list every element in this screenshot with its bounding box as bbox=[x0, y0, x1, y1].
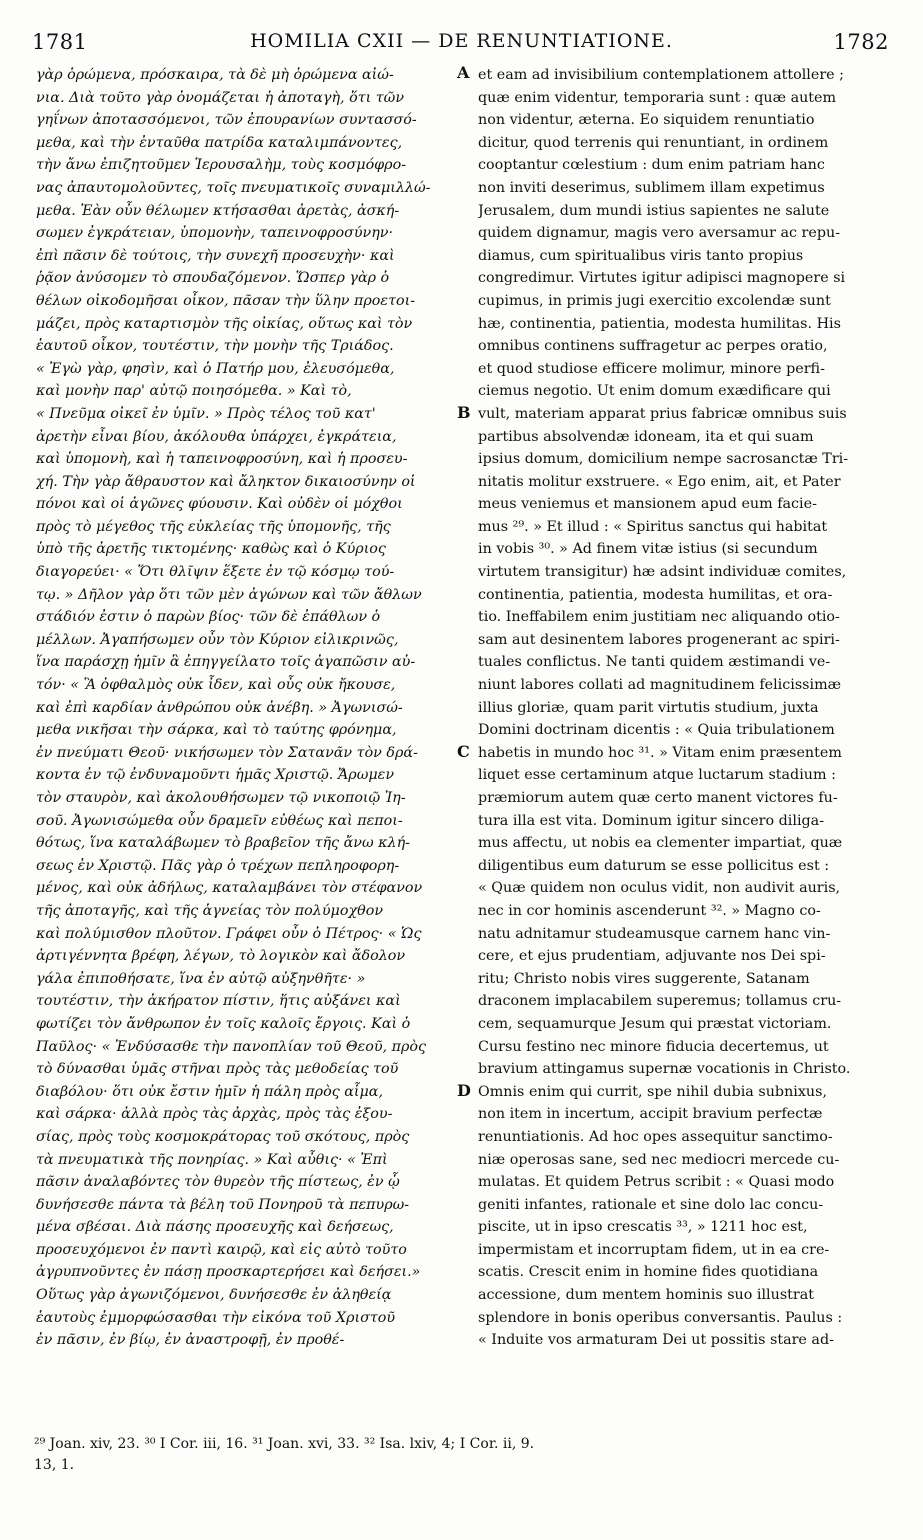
latin-text-line: splendore in bonis operibus conversantis. Paulus : bbox=[478, 1309, 843, 1326]
latin-text-line: Cursu festino nec minore fiducia decertemus, ut bbox=[478, 1038, 829, 1055]
greek-text-line: τουτέστιν, τὴν ἀκήρατον πίστιν, ἥτις αὐξάνει καὶ bbox=[36, 993, 401, 1010]
latin-text-line: in vobis ³⁰. » Ad finem vitæ istius (si secundum bbox=[478, 541, 818, 558]
latin-text-line: liquet esse certaminum atque luctarum stadium : bbox=[478, 767, 836, 784]
greek-text-line: ἵνα παράσχῃ ἡμῖν ἃ ἐπηγγείλατο τοῖς ἀγαπῶσιν αὐ- bbox=[36, 654, 416, 671]
greek-text-line: σεως ἐν Χριστῷ. Πᾶς γὰρ ὁ τρέχων πεπληροφορη- bbox=[36, 857, 400, 874]
latin-text-line: tuales conflictus. Ne tanti quidem æstimandi ve- bbox=[478, 654, 831, 671]
greek-text-line: καὶ ἐπὶ καρδίαν ἀνθρώπου οὐκ ἀνέβη. » Ἀγωνισώ- bbox=[36, 699, 403, 716]
margin-letter-c: C bbox=[457, 742, 470, 761]
greek-text-line: ὑπὸ τῆς ἀρετῆς τικτομένης· καθὼς καὶ ὁ Κύριος bbox=[36, 541, 386, 558]
latin-text-line: præmiorum autem quæ certo manent victores fu- bbox=[478, 790, 838, 806]
greek-text-line: γάλα ἐπιποθήσατε, ἵνα ἐν αὐτῷ αὐξηνθῆτε· » bbox=[36, 970, 366, 987]
latin-text-line: Omnis enim qui currit, spe nihil dubia subnixus, bbox=[478, 1083, 828, 1100]
latin-text-line: tura illa est vita. Dominum igitur sincero diliga- bbox=[478, 812, 825, 829]
latin-text-line: nitatis molitur exstruere. « Ego enim, ait, et Pater bbox=[478, 473, 841, 490]
latin-text-line: bravium attingamus supernæ vocationis in Christo. bbox=[478, 1061, 851, 1078]
greek-text-line: καὶ μονὴν παρ' αὐτῷ ποιησόμεθα. » Καὶ τὸ, bbox=[36, 383, 352, 400]
greek-text-line: θότως, ἵνα καταλάβωμεν τὸ βραβεῖον τῆς ἄνω κλή- bbox=[36, 835, 410, 852]
latin-text-line: congredimur. Virtutes igitur adipisci magnopere si bbox=[478, 270, 846, 287]
latin-text-line: quæ enim videntur, temporaria sunt : quæ autem bbox=[478, 89, 837, 106]
greek-text-line: τῆς ἀποταγῆς, καὶ τῆς ἁγνείας τὸν πολύμοχθον bbox=[36, 902, 384, 919]
latin-text-line: « Quæ quidem non oculus vidit, non audivit auris, bbox=[478, 880, 841, 897]
latin-text-line: scatis. Crescit enim in homine fides quotidiana bbox=[478, 1264, 819, 1281]
greek-text-line: πόνοι καὶ οἱ ἀγῶνες φύουσιν. Καὶ οὐδὲν οἱ μόχθοι bbox=[36, 496, 403, 513]
greek-text-line: ἐν πᾶσιν, ἐν βίῳ, ἐν ἀναστροφῇ, ἐν προθέ- bbox=[36, 1332, 345, 1349]
latin-text-line: et eam ad invisibilium contemplationem attollere ; bbox=[478, 67, 844, 83]
greek-text-line: τὰ πνευματικὰ τῆς πονηρίας. » Καὶ αὖθις· « Ἐπὶ bbox=[36, 1151, 388, 1168]
latin-text-line: cem, sequamurque Jesum qui præstat victoriam. bbox=[478, 1015, 832, 1032]
margin-letter-d: D bbox=[457, 1081, 471, 1100]
latin-text-line: cupimus, in primis jugi exercitio excolendæ sunt bbox=[478, 292, 831, 309]
latin-text-line: accessione, dum mentem hominis suo illustrat bbox=[478, 1287, 815, 1304]
latin-text-line: tio. Ineffabilem enim justitiam nec aliquando otio- bbox=[478, 609, 840, 626]
latin-text-line: diligentibus eum daturum se esse pollicitus est : bbox=[478, 857, 830, 874]
greek-text-line: καὶ σάρκα· ἀλλὰ πρὸς τὰς ἀρχὰς, πρὸς τὰς ἐξου- bbox=[36, 1106, 393, 1123]
greek-text-line: θέλων οἰκοδομῆσαι οἶκον, πᾶσαν τὴν ὕλην προετοι- bbox=[36, 292, 416, 309]
footnotes: ²⁹ Joan. xiv, 23. ³⁰ I Cor. iii, 16. ³¹ Joan. xvi, 33. ³² Isa. lxiv, 4; I Cor. ii, 9. bbox=[34, 1436, 535, 1452]
latin-text-line: sam aut desinentem labores progenerant ac spiri- bbox=[478, 631, 840, 648]
right-page-number: 1782 bbox=[833, 30, 889, 54]
latin-text-line: dicitur, quod terrenis qui renuntiant, in ordinem bbox=[478, 134, 829, 151]
greek-text-line: σίας, πρὸς τοὺς κοσμοκράτορας τοῦ σκότους, πρὸς bbox=[36, 1128, 410, 1145]
latin-text-line: natu adnitamur studeamusque carnem hanc vin- bbox=[478, 925, 831, 942]
greek-text-line: ἀρτιγέννητα βρέφη, λέγων, τὸ λογικὸν καὶ ἄδολον bbox=[36, 948, 406, 965]
latin-text-line: ritu; Christo nobis vires suggerente, Satanam bbox=[478, 970, 810, 987]
greek-text-line: ἑαυτοῦ οἶκον, τουτέστιν, τὴν μονὴν τῆς Τριάδος. bbox=[36, 338, 394, 355]
greek-text-line: πᾶσιν ἀναλαβόντες τὸν θυρεὸν τῆς πίστεως, ἐν ᾧ bbox=[36, 1174, 400, 1191]
greek-text-line: « Ἐγὼ γὰρ, φησὶν, καὶ ὁ Πατήρ μου, ἐλευσόμεθα, bbox=[36, 360, 395, 377]
latin-text-line: niunt labores collati ad magnitudinem felicissimæ bbox=[478, 677, 842, 694]
greek-text-line: ἀρετὴν εἶναι βίου, ἀκόλουθα ὑπάρχει, ἐγκράτεια, bbox=[36, 428, 397, 445]
latin-text-line: vult, materiam apparat prius fabricæ omnibus suis bbox=[478, 405, 847, 422]
greek-text-line: διαβόλου· ὅτι οὐκ ἔστιν ἡμῖν ἡ πάλη πρὸς αἷμα, bbox=[36, 1083, 383, 1100]
latin-text-line: Jerusalem, dum mundi istius sapientes ne salute bbox=[478, 202, 830, 219]
greek-text-line: τόν· « Ἃ ὀφθαλμὸς οὐκ ἶδεν, καὶ οὖς οὐκ ἤκουσε, bbox=[36, 677, 396, 694]
greek-text-line: μάζει, πρὸς καταρτισμὸν τῆς οἰκίας, οὕτως καὶ τὸν bbox=[36, 315, 413, 332]
latin-text-line: quidem dignamur, magis vero aversamur ac repu- bbox=[478, 225, 841, 242]
greek-text-line: στάδιόν ἐστιν ὁ παρὼν βίος· τῶν δὲ ἐπάθλων ὁ bbox=[36, 609, 381, 626]
greek-text-line: σοῦ. Ἀγωνισώμεθα οὖν δραμεῖν εὐθέως καὶ πεποι- bbox=[36, 812, 403, 829]
latin-text-line: mus affectu, ut nobis ea clementer impartiat, quæ bbox=[478, 835, 843, 852]
greek-text-line: μέλλων. Ἀγαπήσωμεν οὖν τὸν Κύριον εἰλικρινῶς, bbox=[36, 631, 399, 648]
greek-text-line: διαγορεύει· « Ὅτι θλῖψιν ἕξετε ἐν τῷ κόσμῳ τού- bbox=[36, 564, 395, 581]
greek-text-line: καὶ ὑπομονὴ, καὶ ἡ ταπεινοφροσύνη, καὶ ἡ προσευ- bbox=[36, 451, 408, 468]
greek-text-line: ἑαυτοὺς ἐμμορφώσασθαι τὴν εἰκόνα τοῦ Χριστοῦ bbox=[36, 1309, 396, 1326]
latin-text-line: nec in cor hominis ascenderunt ³². » Magno co- bbox=[478, 902, 821, 919]
latin-text-line: virtutem transigitur) hæ adsint individuæ comites, bbox=[478, 564, 847, 581]
latin-text-line: « Induite vos armaturam Dei ut possitis stare ad- bbox=[478, 1332, 834, 1349]
greek-text-line: τῳ. » Δῆλον γὰρ ὅτι τῶν μὲν ἀγώνων καὶ τῶν ἄθλων bbox=[36, 586, 422, 603]
latin-text-line: omnibus continens suffragetur ac perpes oratio, bbox=[478, 338, 828, 355]
greek-text-line: γὰρ ὁρώμενα, πρόσκαιρα, τὰ δὲ μὴ ὁρώμενα αἰώ- bbox=[36, 67, 394, 83]
latin-text-line: draconem implacabilem superemus; tollamus cru- bbox=[478, 993, 842, 1010]
greek-text-line: νια. Διὰ τοῦτο γὰρ ὀνομάζεται ἡ ἀποταγὴ, ὅτι τῶν bbox=[36, 89, 405, 106]
greek-text-line: πρὸς τὸ μέγεθος τῆς εὐκλείας τῆς ὑπομονῆς, τῆς bbox=[36, 518, 391, 535]
latin-text-line: piscite, ut in ipso crescatis ³³, » 1211 hoc est, bbox=[478, 1219, 808, 1236]
greek-text-line: μεθα, καὶ τὴν ἐνταῦθα πατρίδα καταλιμπάνοντες, bbox=[36, 134, 403, 151]
latin-text-line: cooptantur cœlestium : dum enim patriam hanc bbox=[478, 157, 825, 174]
latin-text-line: non videntur, æterna. Eo siquidem renuntiatio bbox=[478, 112, 815, 129]
greek-text-line: τὴν ἄνω ἐπιζητοῦμεν Ἱερουσαλὴμ, τοὺς κοσμόφρο- bbox=[36, 157, 407, 174]
latin-text-line: ipsius domum, domicilium nempe sacrosanctæ Tri- bbox=[478, 451, 849, 468]
latin-text-line: ciemus negotio. Ut enim domum exædificare qui bbox=[478, 383, 831, 400]
greek-text-line: νας ἀπαυτομολοῦντες, τοῖς πνευματικοῖς συναμιλλώ- bbox=[36, 179, 431, 196]
latin-column bbox=[478, 64, 890, 1352]
greek-column bbox=[36, 64, 456, 1352]
greek-text-line: ῥᾷον ἀνύσομεν τὸ σπουδαζόμενον. Ὥσπερ γὰρ ὁ bbox=[36, 270, 390, 287]
latin-text-line: non inviti deserimus, sublimem illam expetimus bbox=[478, 179, 825, 196]
greek-text-line: τὸν σταυρὸν, καὶ ἀκολουθήσωμεν τῷ νικοποιῷ Ἰη- bbox=[36, 790, 406, 806]
latin-text-line: illius gloriæ, quam parit virtutis studium, juxta bbox=[478, 699, 819, 716]
greek-text-line: μένα σβέσαι. Διὰ πάσης προσευχῆς καὶ δεήσεως, bbox=[36, 1219, 394, 1236]
footnote-continuation: 13, 1. bbox=[34, 1457, 75, 1473]
greek-text-line: ἀγρυπνοῦντες ἐν πάσῃ προσκαρτερήσει καὶ δεήσει.» bbox=[36, 1264, 421, 1281]
greek-text-line: κοντα ἐν τῷ ἐνδυναμοῦντι ἡμᾶς Χριστῷ. Ἄρωμεν bbox=[36, 767, 395, 784]
latin-text-line: impermistam et incorruptam fidem, ut in ea cre- bbox=[478, 1241, 830, 1258]
greek-text-line: χή. Τὴν γὰρ ἄθραυστον καὶ ἄληκτον δικαιοσύνην οἱ bbox=[36, 473, 416, 490]
latin-text-line: et quod studiose efficere molimur, minore perfi- bbox=[478, 360, 825, 377]
greek-text-line: μεθα. Ἐὰν οὖν θέλωμεν κτήσασθαι ἀρετὰς, ἀσκή- bbox=[36, 202, 400, 219]
greek-text-line: φωτίζει τὸν ἄνθρωπον ἐν τοῖς καλοῖς ἔργοις. Καὶ ὁ bbox=[36, 1015, 411, 1032]
latin-text-line: diamus, cum spiritualibus viris tanto propius bbox=[478, 247, 804, 264]
latin-text-line: hæ, continentia, patientia, modesta humilitas. His bbox=[478, 315, 841, 332]
latin-text-line: mus ²⁹. » Et illud : « Spiritus sanctus qui habitat bbox=[478, 518, 828, 535]
latin-text-line: niæ operosas sane, sed nec mediocri mercede cu- bbox=[478, 1151, 840, 1168]
greek-text-line: τὸ δύνασθαι ὑμᾶς στῆναι πρὸς τὰς μεθοδείας τοῦ bbox=[36, 1061, 399, 1078]
greek-text-line: μένος, καὶ οὐκ ἀδήλως, καταλαμβάνει τὸν στέφανον bbox=[36, 880, 423, 897]
margin-letter-a: A bbox=[457, 63, 470, 82]
greek-text-line: καὶ πολύμισθον πλοῦτον. Γράφει οὖν ὁ Πέτρος· « Ὡς bbox=[36, 925, 422, 942]
latin-text-line: mulatas. Et quidem Petrus scribit : « Quasi modo bbox=[478, 1174, 835, 1191]
latin-text-line: meus veniemus et mansionem apud eum facie- bbox=[478, 496, 817, 513]
margin-letter-b: B bbox=[457, 403, 471, 422]
latin-text-line: renuntiationis. Ad hoc opes assequitur sanctimo- bbox=[478, 1128, 833, 1145]
latin-text-line: partibus absolvendæ idoneam, ita et qui suam bbox=[478, 428, 814, 445]
left-page-number: 1781 bbox=[32, 30, 88, 54]
greek-text-line: Οὕτως γὰρ ἀγωνιζόμενοι, δυνήσεσθε ἐν ἀληθείᾳ bbox=[36, 1287, 392, 1304]
latin-text-line: cere, et ejus prudentiam, adjuvante nos Dei spi- bbox=[478, 948, 826, 965]
greek-text-line: μεθα νικῆσαι τὴν σάρκα, καὶ τὸ ταύτης φρόνημα, bbox=[36, 722, 397, 739]
greek-text-line: σωμεν ἐγκράτειαν, ὑπομονὴν, ταπεινοφροσύνην· bbox=[36, 225, 394, 242]
greek-text-line: γηΐνων ἀποτασσόμενοι, τῶν ἐπουρανίων συντασσό- bbox=[36, 112, 417, 129]
greek-text-line: ἐπὶ πᾶσιν δὲ τούτοις, τὴν συνεχῆ προσευχὴν· καὶ bbox=[36, 247, 395, 264]
greek-text-line: « Πνεῦμα οἰκεῖ ἐν ὑμῖν. » Πρὸς τέλος τοῦ κατ' bbox=[36, 405, 376, 422]
latin-text-line: habetis in mundo hoc ³¹. » Vitam enim præsentem bbox=[478, 744, 842, 761]
running-title: HOMILIA CXII — DE RENUNTIATIONE. bbox=[250, 30, 673, 52]
latin-text-line: non item in incertum, accipit bravium perfectæ bbox=[478, 1106, 823, 1123]
latin-text-line: geniti infantes, rationale et sine dolo lac concu- bbox=[478, 1196, 824, 1213]
greek-text-line: προσευχόμενοι ἐν παντὶ καιρῷ, καὶ εἰς αὐτὸ τοῦτο bbox=[36, 1241, 407, 1258]
greek-text-line: δυνήσεσθε πάντα τὰ βέλη τοῦ Πονηροῦ τὰ πεπυρω- bbox=[36, 1196, 410, 1213]
latin-text-line: continentia, patientia, modesta humilitas, et ora- bbox=[478, 586, 833, 603]
greek-text-line: ἐν πνεύματι Θεοῦ· νικήσωμεν τὸν Σατανᾶν τὸν δρά- bbox=[36, 744, 418, 761]
latin-text-line: Domini doctrinam dicentis : « Quia tribulationem bbox=[478, 722, 835, 739]
greek-text-line: Παῦλος· « Ἐνδύσασθε τὴν πανοπλίαν τοῦ Θεοῦ, πρὸς bbox=[36, 1038, 427, 1055]
